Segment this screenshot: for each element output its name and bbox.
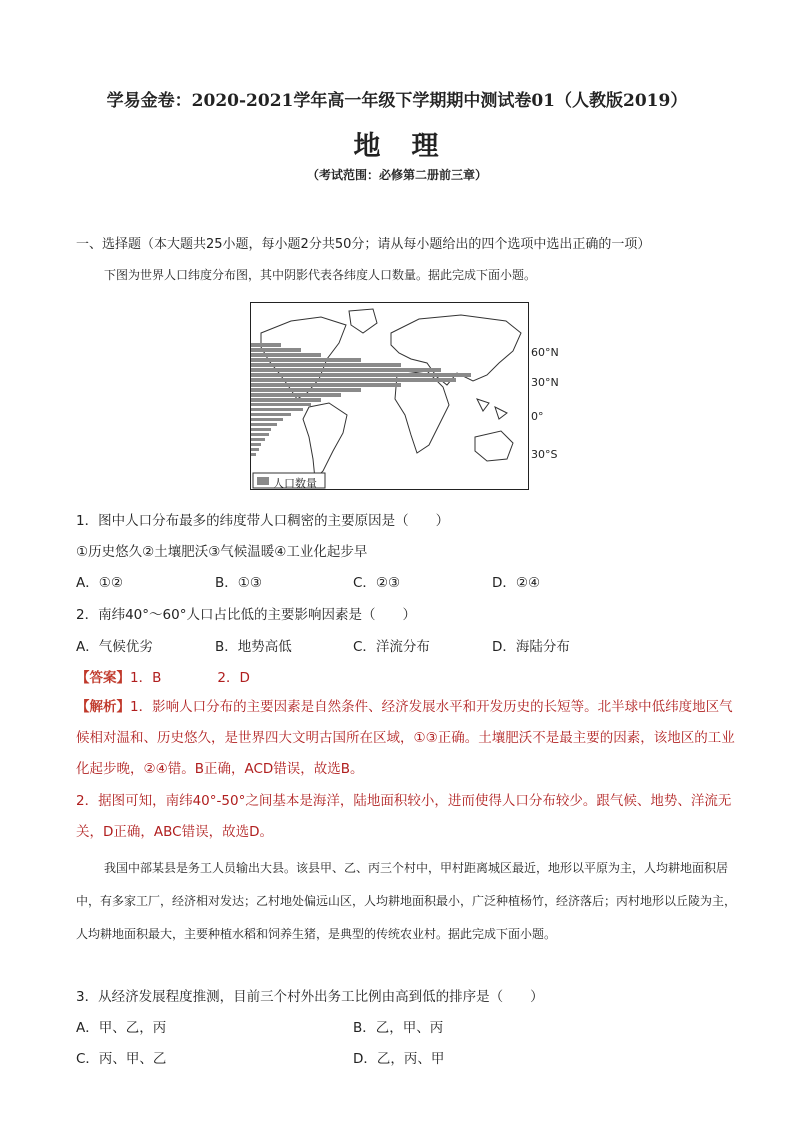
pop-bar <box>251 348 301 352</box>
map-graphic <box>251 303 528 489</box>
section-heading: 一、选择题（本大题共25小题，每小题2分共50分；请从每小题给出的四个选项中选出正确的一项） <box>76 237 651 252</box>
pop-bar <box>251 418 283 421</box>
pop-bar <box>251 438 265 441</box>
pop-bar <box>251 353 321 357</box>
answer-tag: 【答案】 <box>76 670 130 686</box>
q3-option-b: B．乙，甲、丙 <box>353 1020 444 1036</box>
pop-bar <box>251 358 361 362</box>
pop-bar <box>251 373 471 377</box>
lat-label-30s: 30°S <box>531 448 558 461</box>
analysis-tag: 【解析】 <box>76 699 130 715</box>
greenland-shape <box>349 309 377 333</box>
pop-bar <box>251 398 321 402</box>
answer-line <box>76 666 250 686</box>
legend-label: 人口数量 <box>273 477 317 490</box>
pop-bar <box>251 423 277 426</box>
pop-bar <box>251 393 341 397</box>
q2-option-b: B．地势高低 <box>215 639 292 655</box>
q1-items: ①历史悠久②土壤肥沃③气候温暖④工业化起步早 <box>76 544 368 560</box>
pop-bar <box>251 428 271 431</box>
pop-bar <box>251 448 259 451</box>
world-population-latitude-map <box>250 302 529 490</box>
analysis-text-1: 1．影响人口分布的主要因素是自然条件、经济发展水平和开发历史的长短等。北半球中低纬度地区气候相对温和、历史悠久，是世界四大文明古国所在区域，①③正确。土壤肥沃不是最主要的因素，该地区的工业化起步晚，②④错。B正确，ACD错误，故选B。 <box>76 699 735 777</box>
pop-bar <box>251 363 401 367</box>
q3-option-c: C．丙、甲、乙 <box>76 1051 167 1067</box>
pop-bar <box>251 388 361 392</box>
pop-bar <box>251 383 401 387</box>
answer-2: 2．D <box>217 670 250 686</box>
passage-2: 我国中部某县是务工人员输出大县。该县甲、乙、丙三个村中，甲村距离城区最近，地形以平原为主，人均耕地面积居中，有多家工厂，经济相对发达；乙村地处偏远山区，人均耕地面积最小，广泛种植杨竹，经济落后；丙村地形以丘陵为主，人均耕地面积最大，主要种植水稻和饲养生猪，是典型的传统农业村。据此完成下面小题。 <box>76 861 737 941</box>
q3-option-a: A．甲、乙，丙 <box>76 1020 167 1036</box>
pop-bar <box>251 378 456 382</box>
q1-option-c: C．②③ <box>353 575 401 591</box>
answer-1: 1．B <box>130 670 162 686</box>
lat-label-60n: 60°N <box>531 346 559 359</box>
q1-option-d: D．②④ <box>492 575 541 591</box>
pop-bar <box>251 343 281 347</box>
q2-option-d: D．海陆分布 <box>492 639 570 655</box>
pop-bar <box>251 413 291 416</box>
pop-bar <box>251 403 311 406</box>
q2-option-c: C．洋流分布 <box>353 639 430 655</box>
figure-intro: 下图为世界人口纬度分布图，其中阴影代表各纬度人口数量。据此完成下面小题。 <box>104 268 537 282</box>
legend-swatch <box>257 477 269 485</box>
africa-shape <box>395 371 449 453</box>
pop-bar <box>251 453 256 456</box>
exam-scope: （考试范围：必修第二册前三章） <box>306 168 487 182</box>
analysis-paragraph-1 <box>76 692 740 785</box>
pop-bar <box>251 433 269 436</box>
q2-option-a: A．气候优劣 <box>76 639 153 655</box>
q3-option-d: D．乙，丙、甲 <box>353 1051 445 1067</box>
lat-label-30n: 30°N <box>531 376 559 389</box>
q1-option-a: A．①② <box>76 575 123 591</box>
q3-stem: 3．从经济发展程度推测，目前三个村外出务工比例由高到低的排序是（ ） <box>76 989 544 1005</box>
subject-title: 地 理 <box>353 131 441 162</box>
pop-bar <box>251 408 303 411</box>
lat-label-0: 0° <box>531 410 544 423</box>
q1-option-b: B．①③ <box>215 575 262 591</box>
south-america-shape <box>303 403 347 479</box>
australia-shape <box>475 431 513 461</box>
analysis-paragraph-2: 2．据图可知，南纬40°-50°之间基本是海洋，陆地面积较小，进而使得人口分布较少。跟气候、地势、洋流无关，D正确，ABC错误，故选D。 <box>76 793 732 840</box>
q2-stem: 2．南纬40°～60°人口占比低的主要影响因素是（ ） <box>76 607 416 623</box>
pop-bar <box>251 368 441 372</box>
pop-bar <box>251 443 261 446</box>
q1-stem: 1．图中人口分布最多的纬度带人口稠密的主要原因是（ ） <box>76 513 450 529</box>
islands-shape <box>477 399 507 419</box>
document-title: 学易金卷：2020-2021学年高一年级下学期期中测试卷01（人教版2019） <box>106 91 688 111</box>
